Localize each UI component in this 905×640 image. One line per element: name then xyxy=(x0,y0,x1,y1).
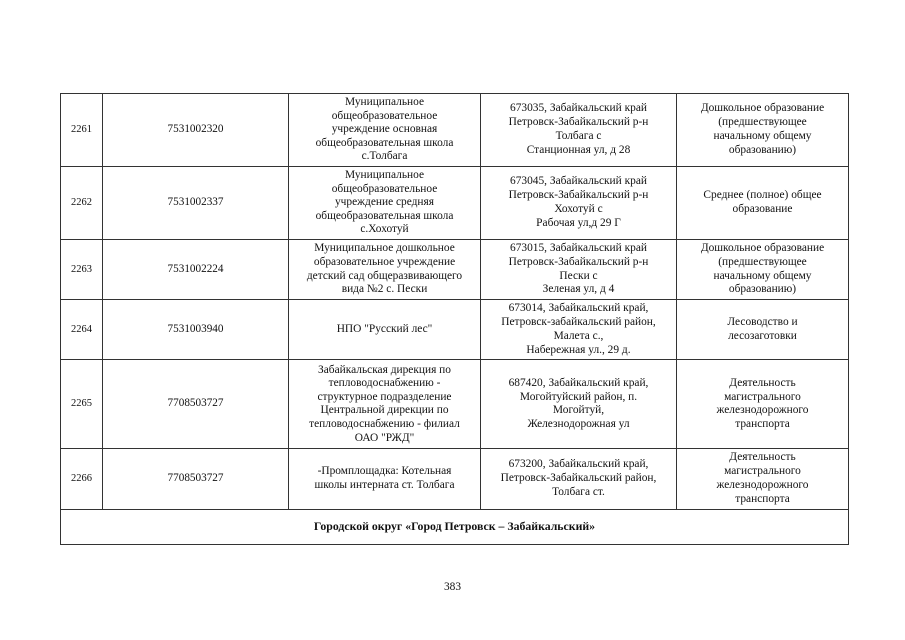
address-cell xyxy=(481,300,677,360)
name-line: Муниципальное xyxy=(344,168,425,181)
organization-name-cell xyxy=(289,360,481,449)
address-line: Станционная ул, д 28 xyxy=(526,143,631,156)
activity-line: образованию) xyxy=(728,283,797,296)
name-line: образовательное учреждение xyxy=(313,255,456,268)
table-row xyxy=(61,94,849,167)
activity-line: железнодорожного xyxy=(716,404,809,417)
address-line: 687420, Забайкальский край, xyxy=(508,376,649,389)
activity-line: магистрального xyxy=(724,390,801,403)
table-row xyxy=(61,166,849,239)
name-line: тепловодоснабжению - xyxy=(328,377,441,390)
activity-cell xyxy=(677,360,849,449)
name-line: общеобразовательная школа xyxy=(315,136,454,149)
section-row xyxy=(61,509,849,544)
row-number: 2263 xyxy=(61,239,103,299)
address-line: Пески с xyxy=(559,269,598,282)
name-line: НПО "Русский лес" xyxy=(336,322,433,335)
activity-line: железнодорожного xyxy=(716,478,809,491)
address-cell xyxy=(481,239,677,299)
row-number: 2261 xyxy=(61,94,103,167)
activity-line: Лесоводство и xyxy=(727,315,798,328)
activity-line: Деятельность xyxy=(729,451,796,464)
name-line: Муниципальное xyxy=(344,96,425,108)
address-cell xyxy=(481,360,677,449)
page-number: 383 xyxy=(443,581,462,593)
address-line: 673014, Забайкальский край, xyxy=(508,302,649,315)
address-line: Толбага с xyxy=(555,129,602,142)
activity-line: (предшествующее xyxy=(718,255,807,268)
activity-line: Деятельность xyxy=(729,376,796,389)
name-line: общеобразовательное xyxy=(331,109,438,122)
name-line: Центральной дирекции по xyxy=(320,404,449,417)
address-cell xyxy=(481,449,677,509)
name-line: ОАО "РЖД" xyxy=(354,431,415,444)
name-line: Забайкальская дирекция по xyxy=(318,363,451,376)
inn-cell: 7531003940 xyxy=(103,300,289,360)
address-line: Рабочая ул,д 29 Г xyxy=(536,216,621,229)
address-line: Могойтуй, xyxy=(552,404,605,417)
address-cell xyxy=(481,94,677,167)
address-line: Петровск-забайкальский район, xyxy=(501,315,656,328)
address-line: Петровск-Забайкальский район, xyxy=(500,472,657,484)
name-line: -Промплощадка: Котельная xyxy=(317,465,452,478)
table-row xyxy=(61,449,849,509)
section-heading: Городской округ «Город Петровск – Забайкальский» xyxy=(61,509,849,544)
activity-line: начальному общему xyxy=(713,269,812,282)
table-row xyxy=(61,360,849,449)
row-number: 2265 xyxy=(61,360,103,449)
row-number: 2264 xyxy=(61,300,103,360)
activity-line: Среднее (полное) общее xyxy=(703,189,822,202)
address-line: Железнодорожная ул xyxy=(527,418,630,431)
name-line: детский сад общеразвивающего xyxy=(306,269,463,282)
inn-cell: 7531002320 xyxy=(103,94,289,167)
row-number: 2266 xyxy=(61,449,103,509)
name-line: Муниципальное дошкольное xyxy=(314,242,455,255)
address-line: Толбага ст. xyxy=(552,485,605,498)
address-line: Петровск-Забайкальский р-н xyxy=(508,189,649,202)
address-line: 673035, Забайкальский край xyxy=(510,102,647,115)
address-line: Петровск-Забайкальский р-н xyxy=(508,116,649,129)
activity-cell xyxy=(677,94,849,167)
inn-cell: 7531002224 xyxy=(103,239,289,299)
address-line: 673015, Забайкальский край xyxy=(510,241,647,254)
name-line: с.Хохотуй xyxy=(360,223,409,236)
activity-cell xyxy=(677,239,849,299)
address-line: Малета с., xyxy=(553,329,604,342)
organization-name-cell xyxy=(289,166,481,239)
table-row xyxy=(61,300,849,360)
address-line: Могойтуйский район, п. xyxy=(519,390,638,403)
name-line: учреждение основная xyxy=(331,123,438,136)
table-row xyxy=(61,239,849,299)
registry-table xyxy=(60,93,849,545)
activity-cell xyxy=(677,166,849,239)
row-number: 2262 xyxy=(61,166,103,239)
name-line: школы интерната ст. Толбага xyxy=(314,478,455,491)
inn-cell: 7708503727 xyxy=(103,360,289,449)
inn-cell: 7531002337 xyxy=(103,166,289,239)
address-line: Хохотуй с xyxy=(554,202,603,215)
address-line: 673045, Забайкальский край xyxy=(510,175,647,188)
name-line: общеобразовательная школа xyxy=(315,209,454,222)
organization-name-cell xyxy=(289,449,481,509)
name-line: с.Толбага xyxy=(361,150,408,163)
name-line: тепловодоснабжению - филиал xyxy=(309,417,460,430)
organization-name-cell xyxy=(289,94,481,167)
inn-cell: 7708503727 xyxy=(103,449,289,509)
address-cell xyxy=(481,166,677,239)
activity-line: транспорта xyxy=(735,418,790,431)
activity-line: образованию) xyxy=(728,143,797,156)
activity-line: магистрального xyxy=(724,465,801,478)
name-line: общеобразовательное xyxy=(331,182,438,195)
name-line: вида №2 с. Пески xyxy=(341,283,428,296)
address-line: Набережная ул., 29 д. xyxy=(526,343,631,356)
address-line: Зеленая ул, д 4 xyxy=(542,283,615,296)
name-line: учреждение средняя xyxy=(334,196,435,209)
name-line: структурное подразделение xyxy=(317,390,452,403)
activity-line: транспорта xyxy=(735,492,790,505)
activity-line: Дошкольное образование xyxy=(700,241,825,254)
address-line: Петровск-Забайкальский р-н xyxy=(508,255,649,268)
activity-cell xyxy=(677,449,849,509)
activity-line: лесозаготовки xyxy=(728,329,797,342)
activity-line: (предшествующее xyxy=(718,116,807,129)
address-line: 673200, Забайкальский край, xyxy=(508,458,649,471)
activity-line: Дошкольное образование xyxy=(700,102,825,115)
organization-name-cell xyxy=(289,300,481,360)
activity-cell xyxy=(677,300,849,360)
organization-name-cell xyxy=(289,239,481,299)
activity-line: начальному общему xyxy=(713,129,812,142)
activity-line: образование xyxy=(732,202,793,215)
